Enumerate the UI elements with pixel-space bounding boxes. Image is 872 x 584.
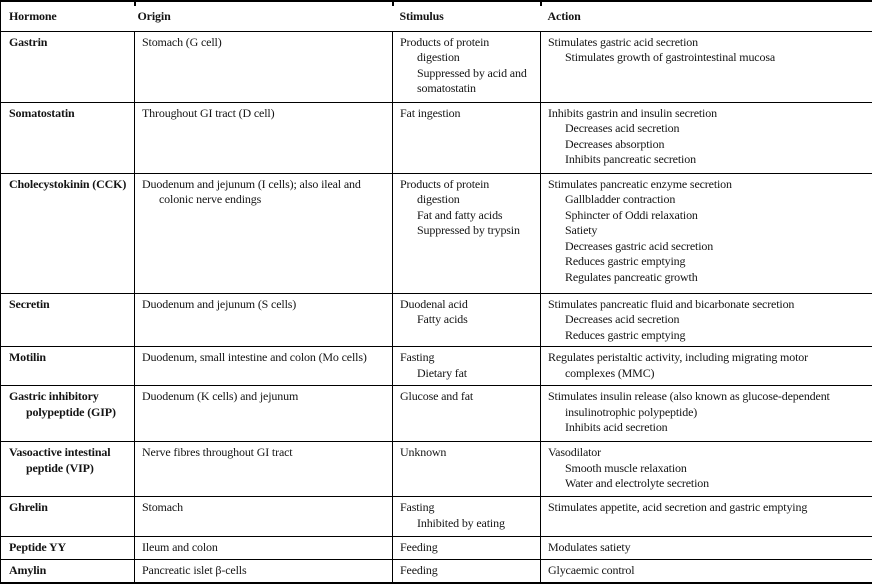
text-line: Decreases acid secretion (548, 312, 868, 328)
text-line: Fatty acids (400, 312, 536, 328)
cell-stimulus (393, 31, 541, 102)
cell-origin (135, 537, 393, 560)
text-line: Duodenal acid (400, 297, 536, 313)
text-line: Smooth muscle relaxation (548, 461, 868, 477)
text-line: Reduces gastric emptying (548, 254, 868, 270)
text-line: Decreases gastric acid secretion (548, 239, 868, 255)
text-line: Stimulates gastric acid secretion (548, 35, 868, 51)
cell-stimulus (393, 497, 541, 537)
table-row (1, 347, 872, 386)
text-line: Inhibits pancreatic secretion (548, 152, 868, 168)
text-line: Amylin (9, 563, 130, 579)
column-header-origin: Origin (135, 1, 393, 31)
text-line: colonic nerve endings (142, 192, 388, 208)
cell-origin (135, 386, 393, 442)
text-line: Satiety (548, 223, 868, 239)
text-line: somatostatin (400, 81, 536, 97)
text-line: Inhibited by eating (400, 516, 536, 532)
cell-stimulus (393, 537, 541, 560)
text-line: Glycaemic control (548, 563, 868, 579)
text-line: complexes (MMC) (548, 366, 868, 382)
column-header-stimulus: Stimulus (393, 1, 541, 31)
text-line: Duodenum and jejunum (S cells) (142, 297, 388, 313)
table-row (1, 497, 872, 537)
text-line: Fasting (400, 350, 536, 366)
table-row (1, 442, 872, 497)
text-line: Cholecystokinin (CCK) (9, 177, 130, 193)
cell-origin (135, 293, 393, 347)
text-line: Duodenum, small intestine and colon (Mo cells) (142, 350, 388, 366)
text-line: Throughout GI tract (D cell) (142, 106, 388, 122)
cell-action (541, 31, 872, 102)
text-line: Gastrin (9, 35, 130, 51)
column-divider-tick (540, 0, 542, 6)
text-line: Products of protein (400, 35, 536, 51)
text-line: Dietary fat (400, 366, 536, 382)
cell-stimulus (393, 560, 541, 583)
cell-stimulus (393, 293, 541, 347)
text-line: Stimulates appetite, acid secretion and gastric emptying (548, 500, 868, 516)
text-line: Inhibits gastrin and insulin secretion (548, 106, 868, 122)
cell-action (541, 347, 872, 386)
text-line: polypeptide (GIP) (9, 405, 130, 421)
text-line: Stimulates insulin release (also known as glucose-dependent (548, 389, 868, 405)
cell-origin (135, 173, 393, 293)
cell-hormone (1, 293, 135, 347)
header-row (1, 1, 872, 31)
cell-hormone (1, 497, 135, 537)
text-line: Decreases acid secretion (548, 121, 868, 137)
text-line: Fat ingestion (400, 106, 536, 122)
column-header-action: Action (541, 1, 872, 31)
cell-origin (135, 347, 393, 386)
text-line: Stimulates growth of gastrointestinal mucosa (548, 50, 868, 66)
text-line: Stimulates pancreatic enzyme secretion (548, 177, 868, 193)
table-row (1, 537, 872, 560)
cell-stimulus (393, 442, 541, 497)
cell-origin (135, 442, 393, 497)
text-line: Reduces gastric emptying (548, 328, 868, 344)
cell-hormone (1, 537, 135, 560)
cell-origin (135, 31, 393, 102)
text-line: Fat and fatty acids (400, 208, 536, 224)
text-line: Ghrelin (9, 500, 130, 516)
text-line: Water and electrolyte secretion (548, 476, 868, 492)
text-line: Gastric inhibitory (9, 389, 130, 405)
text-line: Decreases absorption (548, 137, 868, 153)
column-divider-tick (134, 0, 136, 6)
table-row (1, 31, 872, 102)
text-line: Ileum and colon (142, 540, 388, 556)
cell-stimulus (393, 173, 541, 293)
text-line: Vasodilator (548, 445, 868, 461)
cell-action (541, 173, 872, 293)
text-line: Inhibits acid secretion (548, 420, 868, 436)
text-line: Sphincter of Oddi relaxation (548, 208, 868, 224)
text-line: Glucose and fat (400, 389, 536, 405)
text-line: Vasoactive intestinal (9, 445, 130, 461)
text-line: Feeding (400, 540, 536, 556)
cell-hormone (1, 31, 135, 102)
cell-stimulus (393, 102, 541, 173)
cell-hormone (1, 442, 135, 497)
cell-hormone (1, 173, 135, 293)
column-divider-tick (392, 0, 394, 6)
table-row (1, 293, 872, 347)
text-line: digestion (400, 192, 536, 208)
cell-action (541, 386, 872, 442)
text-line: Stomach (142, 500, 388, 516)
cell-action (541, 293, 872, 347)
cell-stimulus (393, 347, 541, 386)
text-line: Peptide YY (9, 540, 130, 556)
text-line: Duodenum (K cells) and jejunum (142, 389, 388, 405)
table-row (1, 173, 872, 293)
text-line: Gallbladder contraction (548, 192, 868, 208)
cell-origin (135, 497, 393, 537)
table-row (1, 102, 872, 173)
cell-action (541, 497, 872, 537)
text-line: Modulates satiety (548, 540, 868, 556)
column-header-hormone: Hormone (1, 1, 135, 31)
cell-hormone (1, 560, 135, 583)
text-line: Regulates peristaltic activity, including migrating motor (548, 350, 868, 366)
cell-action (541, 537, 872, 560)
text-line: Feeding (400, 563, 536, 579)
cell-origin (135, 560, 393, 583)
cell-hormone (1, 347, 135, 386)
text-line: Duodenum and jejunum (I cells); also ileal and (142, 177, 388, 193)
text-line: Regulates pancreatic growth (548, 270, 868, 286)
cell-stimulus (393, 386, 541, 442)
text-line: Stomach (G cell) (142, 35, 388, 51)
text-line: Unknown (400, 445, 536, 461)
cell-action (541, 560, 872, 583)
text-line: Suppressed by acid and (400, 66, 536, 82)
text-line: Motilin (9, 350, 130, 366)
table-row (1, 386, 872, 442)
text-line: Fasting (400, 500, 536, 516)
text-line: insulinotrophic polypeptide) (548, 405, 868, 421)
cell-action (541, 442, 872, 497)
text-line: Secretin (9, 297, 130, 313)
text-line: Pancreatic islet β-cells (142, 563, 388, 579)
cell-hormone (1, 386, 135, 442)
cell-hormone (1, 102, 135, 173)
cell-origin (135, 102, 393, 173)
cell-action (541, 102, 872, 173)
text-line: Products of protein (400, 177, 536, 193)
table-row (1, 560, 872, 583)
text-line: peptide (VIP) (9, 461, 130, 477)
text-line: Somatostatin (9, 106, 130, 122)
text-line: Stimulates pancreatic fluid and bicarbonate secretion (548, 297, 868, 313)
text-line: Suppressed by trypsin (400, 223, 536, 239)
text-line: digestion (400, 50, 536, 66)
text-line: Nerve fibres throughout GI tract (142, 445, 388, 461)
